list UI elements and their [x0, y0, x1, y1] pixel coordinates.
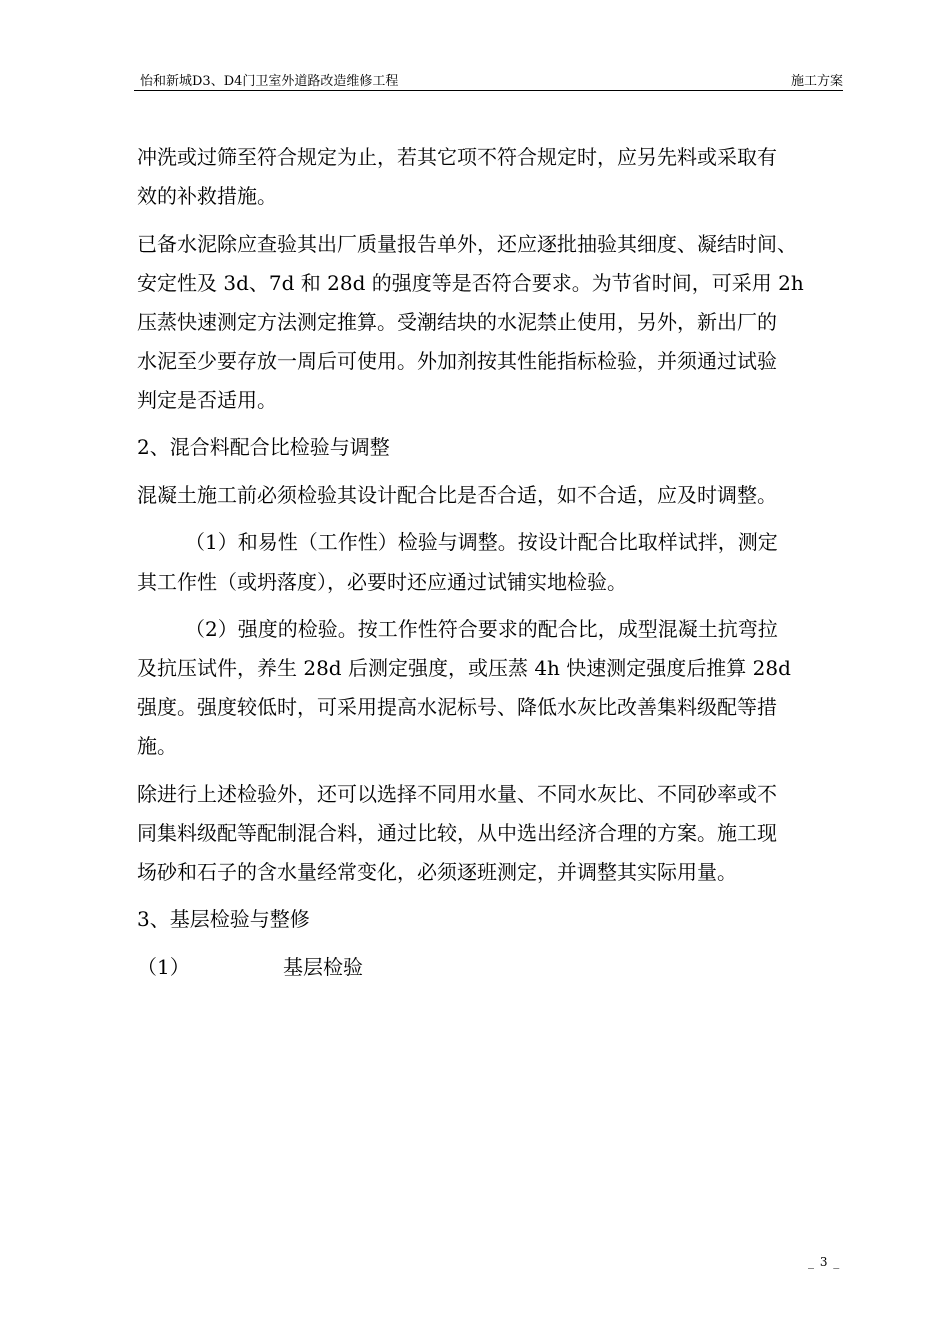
text-line: 同集料级配等配制混合料，通过比较，从中选出经济合理的方案。施工现 [137, 820, 777, 845]
subsection-heading [137, 948, 843, 987]
text-line: 及抗压试件，养生 28d 后测定强度，或压蒸 4h 快速测定强度后推算 28d [137, 656, 791, 681]
text-line: 其工作性（或坍落度），必要时还应通过试铺实地检验。 [137, 569, 627, 594]
text-line: 强度。强度较低时，可采用提高水泥标号、降低水灰比改善集料级配等措 [137, 695, 777, 720]
page-header [134, 70, 843, 91]
subsection-title: 基层检验 [283, 954, 363, 979]
text-line: 冲洗或过筛至符合规定为止，若其它项不符合规定时，应另先料或采取有 [137, 145, 777, 169]
text-line: 施。 [137, 734, 177, 759]
text-line: 除进行上述检验外，还可以选择不同用水量、不同水灰比、不同砂率或不 [137, 781, 777, 806]
page-number: _ 3 _ [808, 1255, 841, 1269]
text-line: （1）和易性（工作性）检验与调整。按设计配合比取样试拌，测定 [185, 530, 778, 555]
header-document-type: 施工方案 [790, 74, 843, 89]
text-line: 压蒸快速测定方法测定推算。受潮结块的水泥禁止使用，另外，新出厂的 [137, 309, 777, 334]
document-body [137, 138, 843, 987]
section-heading: 3、基层检验与整修 [137, 907, 310, 932]
text-line: 安定性及 3d、7d 和 28d 的强度等是否符合要求。为节省时间，可采用 2h [137, 270, 804, 295]
text-line: 混凝土施工前必须检验其设计配合比是否合适，如不合适，应及时调整。 [137, 482, 777, 507]
text-line: 已备水泥除应查验其出厂质量报告单外，还应逐批抽验其细度、凝结时间、 [137, 231, 797, 256]
text-line: 判定是否适用。 [137, 387, 277, 412]
text-line: （2）强度的检验。按工作性符合要求的配合比，成型混凝土抗弯拉 [185, 616, 778, 641]
text-line: 场砂和石子的含水量经常变化，必须逐班测定，并调整其实际用量。 [137, 859, 737, 884]
header-project-title: 怡和新城D3、D4门卫室外道路改造维修工程 [140, 74, 399, 89]
section-heading: 2、混合料配合比检验与调整 [137, 435, 390, 460]
text-line: 效的补救措施。 [137, 184, 277, 209]
subsection-number: （1） [137, 954, 190, 979]
text-line: 水泥至少要存放一周后可使用。外加剂按其性能指标检验，并须通过试验 [137, 348, 777, 373]
